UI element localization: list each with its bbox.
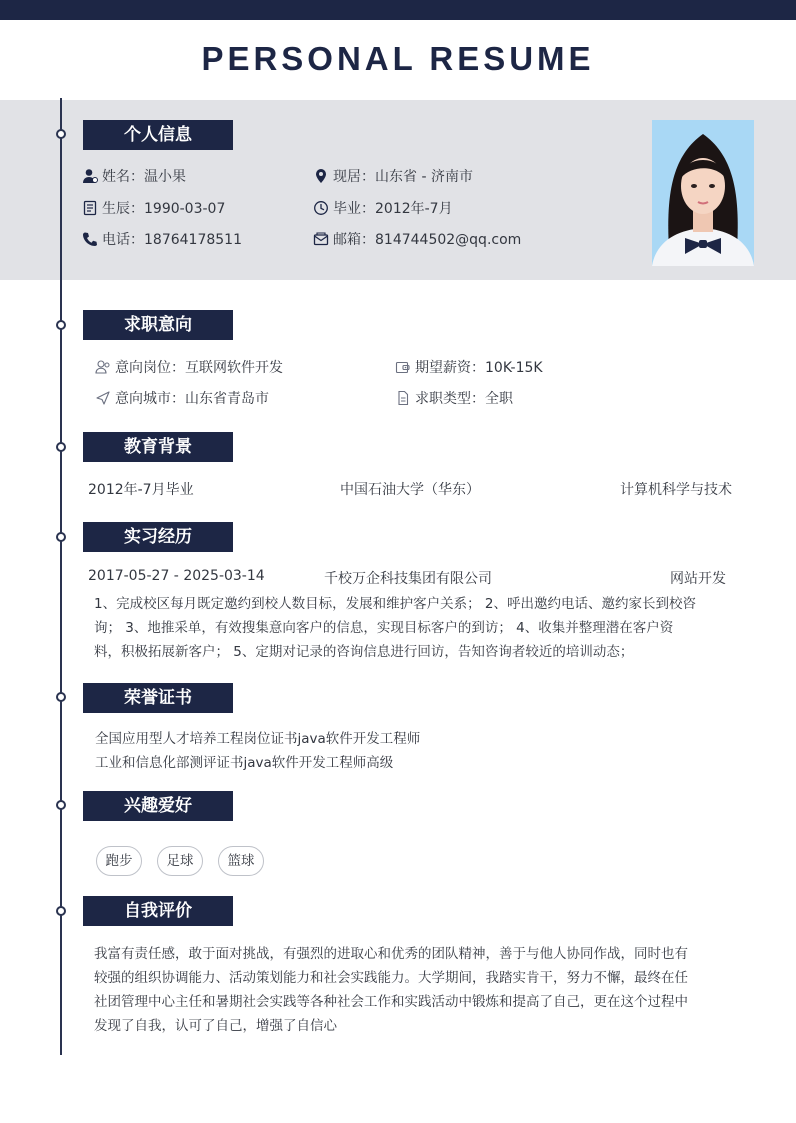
timeline-dot xyxy=(56,800,66,810)
timeline-dot xyxy=(56,532,66,542)
hobby-tag: 篮球 xyxy=(218,846,264,876)
personal-phone: 电话：18764178511 xyxy=(82,229,242,249)
top-bar xyxy=(0,0,796,20)
profile-photo xyxy=(652,120,754,266)
education-date: 2012年-7月毕业 xyxy=(88,482,194,498)
evaluation-line: 我富有责任感，敢于面对挑战，有强烈的进取心和优秀的团队精神，善于与他人协同作战，同时也有 xyxy=(94,946,688,962)
description-line: 1、完成校区每月既定邀约到校人数目标，发展和维护客户关系； 2、呼出邀约电话、邀约家长到校咨 xyxy=(94,596,696,612)
description-line: 询； 3、地推采单，有效搜集意向客户的信息，实现目标客户的到访； 4、收集并整理潜在客户资 xyxy=(94,620,674,636)
section-heading-personal: 个人信息 xyxy=(83,120,233,150)
document-icon xyxy=(395,390,411,406)
evaluation-line: 发现了自我，认可了自己，增强了自信心 xyxy=(94,1018,337,1034)
mail-icon xyxy=(313,231,329,247)
page-title: PERSONAL RESUME xyxy=(201,40,595,77)
section-heading-honors: 荣誉证书 xyxy=(83,683,233,713)
timeline-dot xyxy=(56,442,66,452)
internship-company: 千校万企科技集团有限公司 xyxy=(324,571,492,587)
personal-location: 现居：山东省 - 济南市 xyxy=(313,166,473,186)
calendar-icon xyxy=(82,200,98,216)
education-school: 中国石油大学（华东） xyxy=(340,482,480,498)
self-evaluation-text xyxy=(94,942,688,1038)
timeline-dot xyxy=(56,906,66,916)
evaluation-line: 较强的组织协调能力、活动策划能力和社会实践能力。大学期间，我踏实肯干，努力不懈，最终在任 xyxy=(94,970,688,986)
internship-description xyxy=(94,592,696,664)
intent-type: 求职类型：全职 xyxy=(395,388,513,408)
timeline-dot xyxy=(56,692,66,702)
internship-role: 网站开发 xyxy=(670,571,726,587)
personal-graduation: 毕业：2012年-7月 xyxy=(313,198,453,218)
intent-salary: 期望薪资：10K-15K xyxy=(395,357,543,377)
section-heading-evaluation: 自我评价 xyxy=(83,896,233,926)
timeline-dot xyxy=(56,320,66,330)
users-icon xyxy=(95,359,111,375)
section-heading-hobbies: 兴趣爱好 xyxy=(83,791,233,821)
honor-item: 工业和信息化部测评证书java软件开发工程师高级 xyxy=(95,755,394,771)
intent-position: 意向岗位：互联网软件开发 xyxy=(95,357,283,377)
personal-email: 邮箱：814744502@qq.com xyxy=(313,229,521,249)
personal-birth: 生辰：1990-03-07 xyxy=(82,198,225,218)
intent-city: 意向城市：山东省青岛市 xyxy=(95,388,269,408)
personal-name: 姓名：温小果 xyxy=(82,166,186,186)
timeline-dot xyxy=(56,129,66,139)
section-heading-internship: 实习经历 xyxy=(83,522,233,552)
hobby-tag: 跑步 xyxy=(96,846,142,876)
hobby-tag: 足球 xyxy=(157,846,203,876)
evaluation-line: 社团管理中心主任和暑期社会实践等各种社会工作和实践活动中锻炼和提高了自己，更在这个过程中 xyxy=(94,994,688,1010)
section-heading-intent: 求职意向 xyxy=(83,310,233,340)
user-icon xyxy=(82,168,98,184)
description-line: 料，积极拓展新客户； 5、定期对记录的咨询信息进行回访，告知咨询者较近的培训动态； xyxy=(94,644,634,660)
send-arrow-icon xyxy=(95,390,111,406)
education-major: 计算机科学与技术 xyxy=(620,482,732,498)
clock-icon xyxy=(313,200,329,216)
wallet-icon xyxy=(395,359,411,375)
section-heading-education: 教育背景 xyxy=(83,432,233,462)
internship-date: 2017-05-27 - 2025-03-14 xyxy=(88,568,265,584)
honor-item: 全国应用型人才培养工程岗位证书java软件开发工程师 xyxy=(95,731,421,747)
phone-icon xyxy=(82,231,98,247)
location-pin-icon xyxy=(313,168,329,184)
